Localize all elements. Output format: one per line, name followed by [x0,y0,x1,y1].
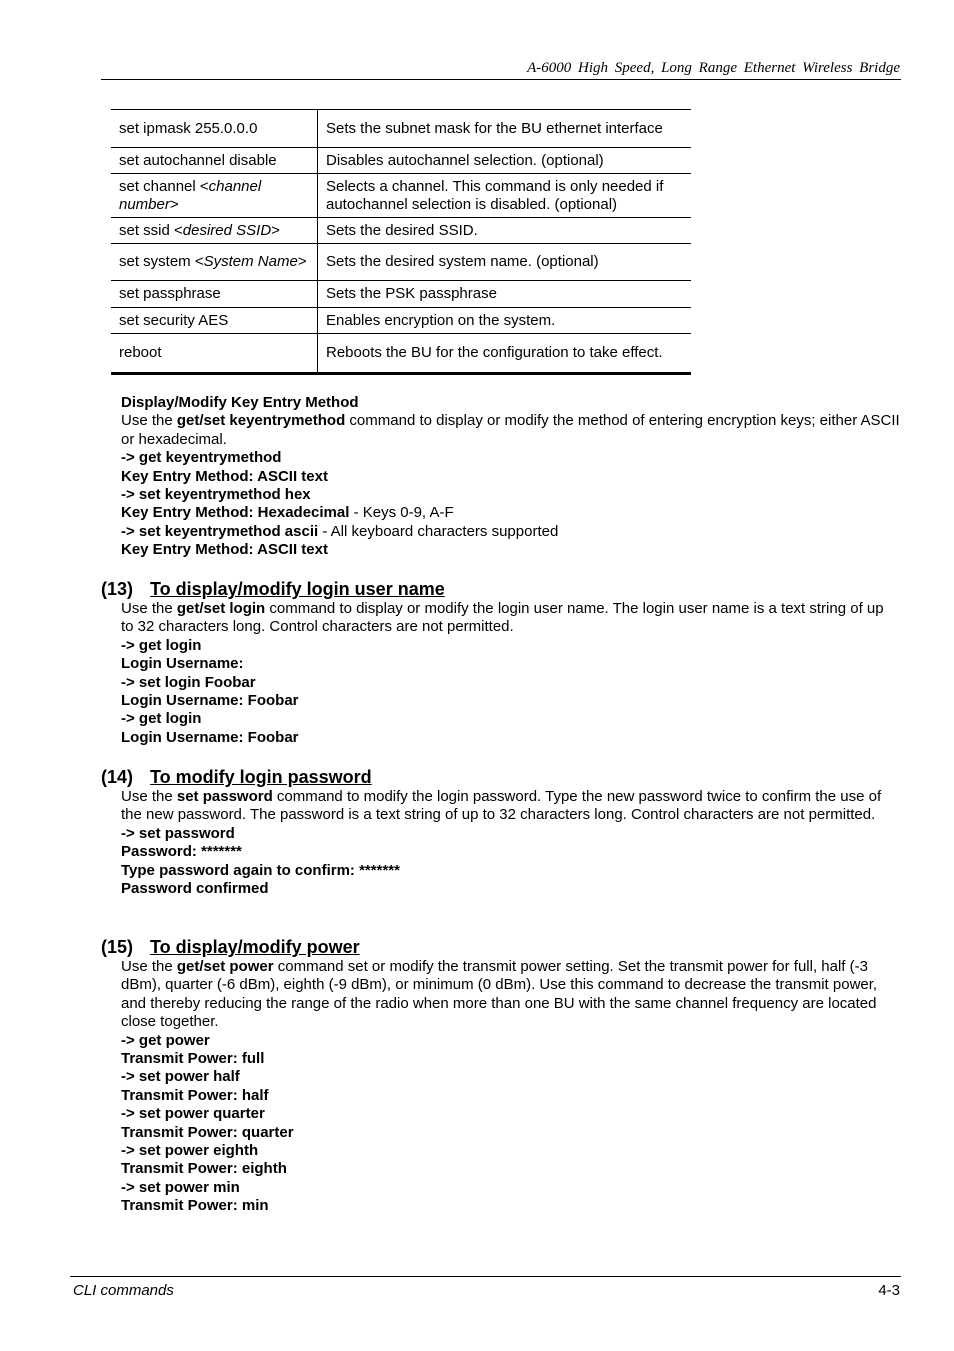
cli-line: Password confirmed [121,880,269,898]
cli-command-table [111,109,691,375]
section-13-body [121,600,900,747]
page-header-title: A-6000 High Speed, Long Range Ethernet Wireless Bridge [527,60,900,76]
cli-line: -> set login Foobar [121,673,256,691]
table-row [111,110,691,148]
cli-line: Transmit Power: quarter [121,1123,294,1141]
description-cell: Enables encryption on the system. [318,308,692,334]
cli-line: Login Username: Foobar [121,692,299,710]
section-title: To display/modify power [150,937,360,957]
command-cell: reboot [111,334,318,374]
command-cell: set security AES [111,308,318,334]
cli-line: Password: ******* [121,843,242,861]
cli-line: Key Entry Method: ASCII text [121,541,328,559]
description-cell: Sets the PSK passphrase [318,281,692,308]
table-row [111,218,691,244]
section-number: (13) [101,579,134,599]
cli-line: -> set keyentrymethod hex [121,486,311,504]
cli-line: -> set power eighth [121,1142,259,1160]
table-row [111,174,691,218]
cli-line: Type password again to confirm: ******* [121,861,400,879]
command-cell: set channel <channel number> [111,174,318,218]
section-intro: Use the get/set login command to display or modify the login user name. The login user name is a text string of up to 32 characters long. Control characters are not permitted. [121,600,884,636]
table-row [111,281,691,308]
cli-line: Transmit Power: min [121,1197,269,1215]
command-cell: set ipmask 255.0.0.0 [111,110,318,148]
description-cell: Sets the subnet mask for the BU ethernet interface [318,110,692,148]
keyentry-heading: Display/Modify Key Entry Method [121,394,359,411]
keyentry-section [121,394,900,560]
cli-line: -> set power quarter [121,1105,265,1123]
cli-line: Key Entry Method: ASCII text [121,467,328,485]
section-13-heading [101,579,445,599]
section-intro: Use the set password command to modify the login password. Type the new password twice to confirm the use of the new password. The password is a text string of up to 32 characters long. Control characters are not permitted. [121,788,882,824]
command-cell: set passphrase [111,281,318,308]
cli-line: Key Entry Method: Hexadecimal - Keys 0-9, A-F [121,504,454,522]
section-number: (15) [101,937,134,957]
command-cell: set system <System Name> [111,244,318,281]
cli-line: -> get login [121,636,202,654]
description-cell: Sets the desired SSID. [318,218,692,244]
section-15-heading [101,937,360,957]
section-intro: Use the get/set power command set or modify the transmit power setting. Set the transmit power for full, half (-3 dBm), quarter (-6 dBm), eighth (-9 dBm), or minimum (0 dBm). Use this command to decrease the transmit power, and thereby reducing the range of the radio when more than one BU with the same channel frequency are located close together. [121,958,878,1031]
section-number: (14) [101,767,134,787]
cli-line: Transmit Power: full [121,1050,265,1068]
keyentry-intro: Use the get/set keyentrymethod command to display or modify the method of entering encryption keys; either ASCII or hexadecimal. [121,412,900,448]
cli-line: -> get login [121,710,202,728]
table-row [111,308,691,334]
section-15-body [121,958,900,1216]
cli-line: -> get keyentrymethod [121,449,282,467]
footer-rule [70,1276,901,1277]
description-cell: Disables autochannel selection. (optional) [318,148,692,174]
cli-line: -> set keyentrymethod ascii - All keyboard characters supported [121,522,559,540]
table-row [111,148,691,174]
footer-page-number: 4-3 [878,1282,900,1299]
table-row [111,334,691,374]
cli-line: -> set password [121,824,235,842]
cli-line: Transmit Power: eighth [121,1160,287,1178]
description-cell: Sets the desired system name. (optional) [318,244,692,281]
cli-line: -> set power half [121,1068,240,1086]
description-cell: Reboots the BU for the configuration to take effect. [318,334,692,374]
section-14-body [121,788,900,898]
description-cell: Selects a channel. This command is only needed if autochannel selection is disabled. (optional) [318,174,692,218]
cli-line: -> get power [121,1031,210,1049]
section-title: To modify login password [150,767,372,787]
command-cell: set autochannel disable [111,148,318,174]
command-cell: set ssid <desired SSID> [111,218,318,244]
cli-line: Transmit Power: half [121,1086,269,1104]
cli-line: Login Username: [121,655,244,673]
footer-chapter-name: CLI commands [73,1282,174,1299]
cli-line: -> set power min [121,1178,240,1196]
header-rule [101,79,901,80]
section-14-heading [101,767,372,787]
table-row [111,244,691,281]
section-title: To display/modify login user name [150,579,445,599]
cli-line: Login Username: Foobar [121,728,299,746]
